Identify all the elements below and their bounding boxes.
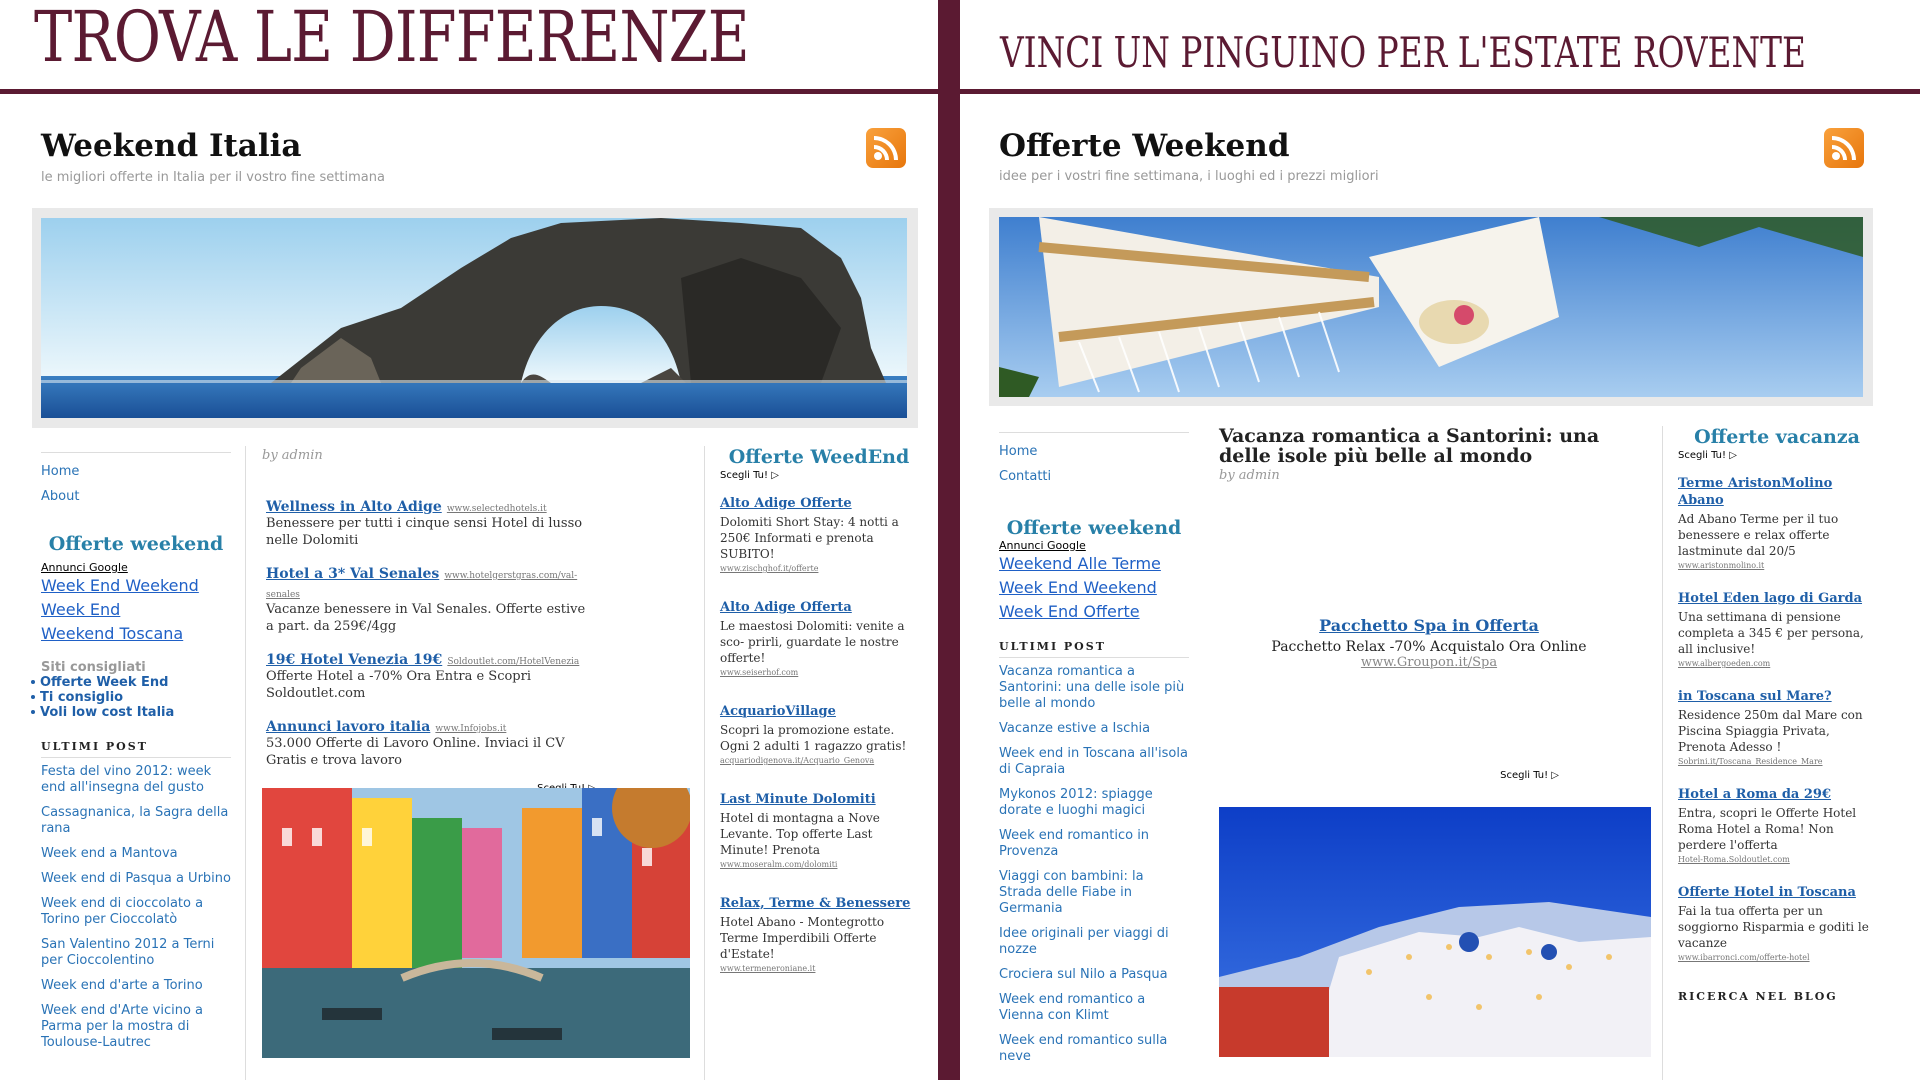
post-link[interactable]: Week end d'arte a Torino <box>41 978 203 993</box>
ricerca-nel-blog-heading: RICERCA NEL BLOG <box>1678 990 1838 1003</box>
side-ad-url[interactable]: Sobrini.it/Toscana_Residence_Mare <box>1678 757 1823 766</box>
ad-body: Vacanze benessere in Val Senales. Offerte estive a part. da 259€/4gg <box>266 602 586 634</box>
side-ad-body: Entra, scopri le Offerte Hotel Roma Hotel a Roma! Non perdere l'offerta <box>1678 806 1857 852</box>
spa-ad-url[interactable]: www.Groupon.it/Spa <box>1360 655 1498 670</box>
post-link[interactable]: Week end in Toscana all'isola di Capraia <box>999 746 1188 777</box>
byline: by admin <box>1219 468 1280 483</box>
left-right-column <box>720 446 918 993</box>
arch-header-image <box>41 218 907 418</box>
post-link[interactable]: Week end romantico in Provenza <box>999 828 1150 859</box>
side-ad-url[interactable]: Hotel-Roma.Soldoutlet.com <box>1678 855 1790 864</box>
offerte-vacanza-title: Offerte vacanza <box>1694 426 1860 448</box>
side-ad-body: Hotel Abano - Montegrotto Terme Imperdibili Offerte d'Estate! <box>720 915 885 961</box>
side-ad-title[interactable]: Relax, Terme & Benessere <box>720 896 911 911</box>
ad-url[interactable]: www.Infojobs.it <box>435 724 507 734</box>
content-ad[interactable] <box>266 563 596 635</box>
post-link[interactable]: Week end romantico a Vienna con Klimt <box>999 992 1146 1023</box>
side-ad-url[interactable]: www.seiserhof.com <box>720 668 799 677</box>
side-ad-title[interactable]: Offerte Hotel in Toscana <box>1678 885 1856 900</box>
scegli-tu-link[interactable]: Scegli Tu! ▷ <box>1678 450 1737 461</box>
side-ad-url[interactable]: www.albergoeden.com <box>1678 659 1771 668</box>
side-ad[interactable] <box>1678 884 1876 962</box>
annunci-google-label[interactable]: Annunci Google <box>41 561 128 574</box>
google-link[interactable]: Week End Weekend <box>999 578 1157 597</box>
left-sidebar <box>41 446 231 1060</box>
siti-consigliati-title: Siti consigliati <box>41 660 146 675</box>
side-ad-url[interactable]: www.moseralm.com/dolomiti <box>720 860 838 869</box>
center-divider <box>938 0 960 1080</box>
right-banner-title: VINCI UN PINGUINO PER L'ESTATE ROVENTE <box>1000 28 1806 77</box>
side-ad-body: Una settimana di pensione completa a 345 € per persona, all inclusive! <box>1678 610 1864 656</box>
side-ad-title[interactable]: in Toscana sul Mare? <box>1678 689 1832 704</box>
post-link[interactable]: Vacanza romantica a Santorini: una delle isole più belle al mondo <box>999 664 1185 711</box>
nav-home[interactable]: Home <box>41 464 80 479</box>
siti-link[interactable]: Voli low cost Italia <box>40 705 175 720</box>
right-banner <box>960 0 1920 94</box>
post-link[interactable]: Crociera sul Nilo a Pasqua <box>999 967 1168 982</box>
left-screenshot <box>0 0 938 1080</box>
right-site-title[interactable]: Offerte Weekend <box>999 128 1290 164</box>
side-ad-url[interactable]: www.aristonmolino.it <box>1678 561 1765 570</box>
side-ad[interactable] <box>1678 475 1876 570</box>
side-ad-body: Hotel di montagna a Nove Levante. Top offerte Last Minute! Prenota <box>720 811 880 857</box>
ad-title[interactable]: Wellness in Alto Adige <box>266 499 442 515</box>
right-sidebar <box>999 426 1189 1074</box>
side-ad-url[interactable]: acquariodigenova.it/Acquario_Genova <box>720 756 875 765</box>
side-ad-title[interactable]: Terme AristonMolino Abano <box>1678 476 1833 508</box>
post-link[interactable]: Week end d'Arte vicino a Parma per la mostra di Toulouse-Lautrec <box>41 1003 204 1050</box>
annunci-google-label[interactable]: Annunci Google <box>999 539 1086 552</box>
side-ad-body: Fai la tua offerta per un soggiorno Risparmia e goditi le vacanze <box>1678 904 1869 950</box>
ad-title[interactable]: Annunci lavoro italia <box>266 719 431 735</box>
side-ad-title[interactable]: Alto Adige Offerta <box>720 600 852 615</box>
spa-ad-title[interactable]: Pacchetto Spa in Offerta <box>1319 616 1539 635</box>
google-link[interactable]: Weekend Alle Terme <box>999 554 1161 573</box>
google-link[interactable]: Week End <box>41 600 121 619</box>
left-site-title[interactable]: Weekend Italia <box>41 128 302 164</box>
side-ad[interactable] <box>720 791 918 869</box>
post-link[interactable]: Cassagnanica, la Sagra della rana <box>41 805 229 836</box>
ad-title[interactable]: Hotel a 3* Val Senales <box>266 566 440 582</box>
ad-url[interactable]: www.selectedhotels.it <box>446 504 547 514</box>
side-ad-body: Residence 250m dal Mare con Piscina Spiaggia Privata, Prenota Adesso ! <box>1678 708 1863 754</box>
burano-image <box>262 788 690 1058</box>
content-ad[interactable] <box>266 716 596 769</box>
side-ad[interactable] <box>720 703 918 765</box>
hammock-header-image <box>999 217 1863 397</box>
side-ad-title[interactable]: Hotel Eden lago di Garda <box>1678 591 1863 606</box>
left-tagline: le migliori offerte in Italia per il vostro fine settimana <box>41 170 385 185</box>
left-banner-title: TROVA LE DIFFERENZE <box>34 0 749 78</box>
content-ad[interactable] <box>266 496 596 549</box>
side-ad-title[interactable]: AcquarioVillage <box>720 704 836 719</box>
rss-icon[interactable] <box>1824 128 1864 168</box>
ad-title[interactable]: 19€ Hotel Venezia 19€ <box>266 652 443 668</box>
ultimi-post-heading: ULTIMI POST <box>41 732 231 758</box>
rss-icon[interactable] <box>866 128 906 168</box>
right-screenshot <box>960 0 1920 1080</box>
side-ad-title[interactable]: Last Minute Dolomiti <box>720 792 876 807</box>
side-ad[interactable] <box>720 599 918 677</box>
scegli-tu-link[interactable]: Scegli Tu! ▷ <box>1500 770 1559 781</box>
content-ad[interactable] <box>266 649 596 702</box>
side-ad-url[interactable]: www.zischghof.it/offerte <box>720 564 819 573</box>
post-link[interactable]: Mykonos 2012: spiagge dorate e luoghi magici <box>999 787 1153 818</box>
ad-body: Offerte Hotel a -70% Ora Entra e Scopri Soldoutlet.com <box>266 669 531 701</box>
post-title[interactable]: Vacanza romantica a Santorini: una delle isole più belle al mondo <box>1219 425 1600 467</box>
santorini-image <box>1219 807 1651 1057</box>
scegli-tu-link[interactable]: Scegli Tu! ▷ <box>720 470 779 481</box>
google-link[interactable]: Week End Weekend <box>41 576 199 595</box>
side-ad-url[interactable]: www.ibarronci.com/offerte-hotel <box>1678 953 1810 962</box>
side-ad-body: Dolomiti Short Stay: 4 notti a 250€ Informati e prenota SUBITO! <box>720 515 899 561</box>
siti-consigliati-list <box>41 675 231 720</box>
post-link[interactable]: Vacanze estive a Ischia <box>999 721 1151 736</box>
ultimi-post-heading: ULTIMI POST <box>999 632 1189 658</box>
right-right-column <box>1678 426 1876 1013</box>
side-ad-body: Scopri la promozione estate. Ogni 2 adulti 1 ragazzo gratis! <box>720 723 907 753</box>
nav-home[interactable]: Home <box>999 444 1038 459</box>
nav-contatti[interactable]: Contatti <box>999 469 1052 484</box>
post-link[interactable]: Festa del vino 2012: week end all'insegna del gusto <box>41 764 212 795</box>
google-link[interactable]: Week End Offerte <box>999 602 1140 621</box>
post-link[interactable]: Week end romantico sulla neve <box>999 1033 1168 1064</box>
siti-link[interactable]: Offerte Week End <box>40 675 169 690</box>
right-tagline: idee per i vostri fine settimana, i luoghi ed i prezzi migliori <box>999 169 1379 184</box>
side-ad[interactable] <box>720 495 918 573</box>
nav-about[interactable]: About <box>41 489 80 504</box>
post-link[interactable]: Week end di Pasqua a Urbino <box>41 871 231 886</box>
side-ad-url[interactable]: www.termeneroniane.it <box>720 964 816 973</box>
spa-ad-body: Pacchetto Relax -70% Acquistalo Ora Online <box>1271 639 1587 655</box>
offerte-weedend-title: Offerte WeedEnd <box>728 446 910 468</box>
side-ad[interactable] <box>1678 786 1876 864</box>
google-link[interactable]: Weekend Toscana <box>41 624 184 643</box>
byline: by admin <box>262 448 323 463</box>
spa-ad[interactable] <box>1219 616 1639 670</box>
side-ad[interactable] <box>1678 688 1876 766</box>
ad-body: Benessere per tutti i cinque sensi Hotel di lusso nelle Dolomiti <box>266 516 583 548</box>
side-ad-body: Le maestosi Dolomiti: venite a sco- prirli, guardate le nostre offerte! <box>720 619 905 665</box>
side-ad-body: Ad Abano Terme per il tuo benessere e relax offerte lastminute dal 20/5 <box>1678 512 1839 558</box>
ad-url[interactable]: www.hotelgerstgras.com/val-senales <box>266 571 578 600</box>
post-link[interactable]: Idee originali per viaggi di nozze <box>999 926 1169 957</box>
left-content <box>245 446 705 1080</box>
side-ad-title[interactable]: Hotel a Roma da 29€ <box>1678 787 1831 802</box>
right-content <box>1203 426 1663 1080</box>
post-link[interactable]: San Valentino 2012 a Terni per Cioccolentino <box>41 937 215 968</box>
ad-body: 53.000 Offerte di Lavoro Online. Inviaci il CV Gratis e trova lavoro <box>266 736 565 768</box>
side-ad[interactable] <box>720 895 918 973</box>
widget-offerte-weekend-title: Offerte weekend <box>1006 517 1182 539</box>
post-link[interactable]: Week end di cioccolato a Torino per Cioccolatò <box>41 896 204 927</box>
side-ad[interactable] <box>1678 590 1876 668</box>
post-link[interactable]: Week end a Mantova <box>41 846 178 861</box>
siti-link[interactable]: Ti consiglio <box>40 690 124 705</box>
post-link[interactable]: Viaggi con bambini: la Strada delle Fiabe in Germania <box>999 869 1144 916</box>
ad-url[interactable]: Soldoutlet.com/HotelVenezia <box>447 657 580 667</box>
content-ads-block <box>266 496 596 794</box>
left-banner <box>0 0 938 94</box>
widget-offerte-weekend-title: Offerte weekend <box>48 533 224 555</box>
side-ad-title[interactable]: Alto Adige Offerte <box>720 496 852 511</box>
